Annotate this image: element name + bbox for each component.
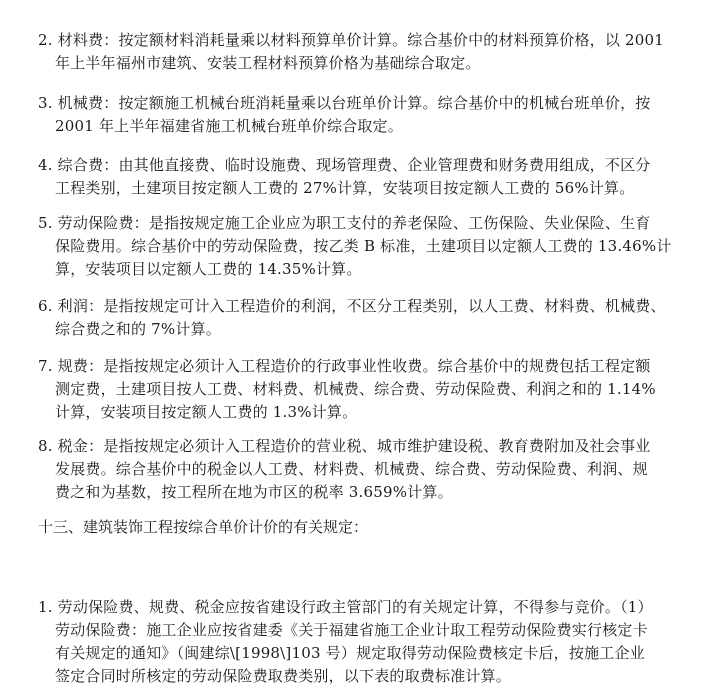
item-line: 计算，安装项目按定额人工费的 1.3%计算。	[55, 403, 358, 421]
item-line: 6. 利润：是指按规定可计入工程造价的利润，不区分工程类别，以人工费、材料费、机械费、	[38, 297, 666, 315]
item-line: 测定费，土建项目按人工费、材料费、机械费、综合费、劳动保险费、利润之和的 1.14%	[55, 380, 656, 398]
item-line: 工程类别，土建项目按定额人工费的 27%计算，安装项目按定额人工费的 56%计算。	[55, 179, 635, 197]
item-line: 8. 税金：是指按规定必须计入工程造价的营业税、城市维护建设税、教育费附加及社会事业	[38, 437, 651, 455]
item-line: 签定合同时所核定的劳动保险费取费类别，以下表的取费标准计算。	[55, 667, 512, 685]
item-line: 1. 劳动保险费、规费、税金应按省建设行政主管部门的有关规定计算，不得参与竞价。（1）	[38, 598, 653, 616]
item-line: 综合费之和的 7%计算。	[55, 320, 221, 338]
list-item-profit	[38, 295, 698, 341]
item-line: 5. 劳动保险费：是指按规定施工企业应为职工支付的养老保险、工伤保险、失业保险、生育	[38, 214, 651, 232]
section-heading: 十三、建筑装饰工程按综合单价计价的有关规定：	[38, 518, 369, 536]
item-line: 发展费。综合基价中的税金以人工费、材料费、机械费、综合费、劳动保险费、利润、规	[55, 460, 648, 478]
list-item-material-cost	[38, 29, 698, 75]
list-item-comprehensive-cost	[38, 154, 698, 200]
item-line: 3. 机械费：按定额施工机械台班消耗量乘以台班单价计算。综合基价中的机械台班单价，按	[38, 94, 651, 112]
item-line: 7. 规费：是指按规定必须计入工程造价的行政事业性收费。综合基价中的规费包括工程定额	[38, 357, 651, 375]
item-line: 年上半年福州市建筑、安装工程材料预算价格为基础综合取定。	[55, 54, 481, 72]
list-item-fees	[38, 355, 698, 424]
item-line: 劳动保险费：施工企业应按省建委《关于福建省施工企业计取工程劳动保险费实行核定卡	[55, 621, 648, 639]
item-line: 保险费用。综合基价中的劳动保险费，按乙类 B 标准，土建项目以定额人工费的 13.46%计	[55, 237, 672, 255]
list-item-tax	[38, 435, 698, 504]
list-item-regulation-1	[38, 596, 698, 688]
list-item-labor-insurance	[38, 212, 698, 281]
item-line: 费之和为基数，按工程所在地为市区的税率 3.659%计算。	[55, 483, 453, 501]
list-item-machinery-cost	[38, 92, 698, 138]
item-line: 2001 年上半年福建省施工机械台班单价综合取定。	[55, 117, 403, 135]
item-line: 算，安装项目以定额人工费的 14.35%计算。	[55, 260, 362, 278]
item-line: 有关规定的通知》（闽建综\[1998\]103 号）规定取得劳动保险费核定卡后，按施工企业	[55, 644, 645, 662]
item-line: 4. 综合费：由其他直接费、临时设施费、现场管理费、企业管理费和财务费用组成，不区分	[38, 156, 651, 174]
item-line: 2. 材料费：按定额材料消耗量乘以材料预算单价计算。综合基价中的材料预算价格，以 2001	[38, 31, 665, 49]
